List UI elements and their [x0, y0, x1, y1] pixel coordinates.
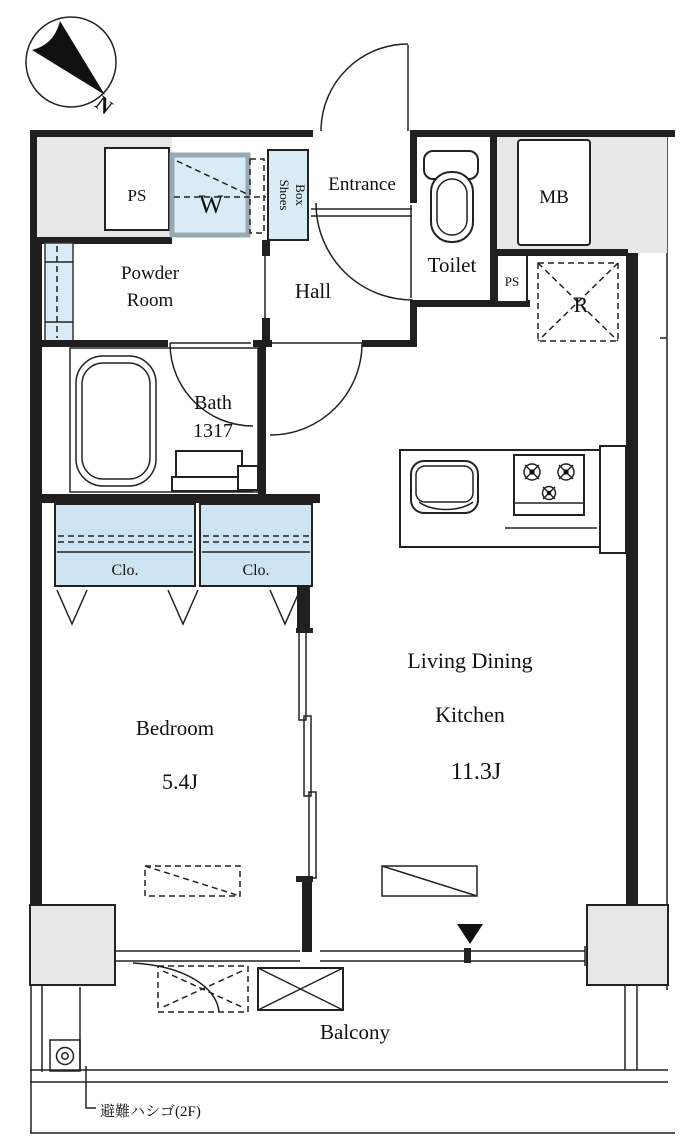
room-label-balcony: Balcony [320, 1020, 390, 1044]
ps-shaft-zone [37, 137, 172, 244]
column-left [30, 905, 115, 985]
sliding-door-partition [296, 585, 316, 952]
shoes-box-label-2: Box [293, 184, 308, 206]
room-label-ldk-1: Living Dining [407, 648, 533, 673]
room-label-powder-1: Powder [120, 263, 180, 284]
bedroom [136, 716, 240, 896]
entry-direction-marker-icon [457, 924, 483, 944]
room-label-washer: W [198, 190, 224, 219]
bathroom [37, 343, 320, 503]
meter-box-zone [497, 137, 667, 256]
closet-folding-doors [57, 590, 300, 624]
balcony-windows [115, 946, 585, 966]
room-label-entrance: Entrance [328, 174, 396, 195]
ldk-door-swing [270, 343, 362, 435]
compass-needle-icon [32, 21, 105, 95]
room-label-closet-left: Clo. [111, 562, 139, 579]
stove-icon [514, 455, 584, 515]
evacuation-note-leader [86, 1066, 96, 1108]
refrigerator-space [538, 263, 618, 341]
room-label-toilet: Toilet [427, 253, 477, 277]
room-label-closet-right: Clo. [242, 562, 270, 579]
shoes-box-label-1: Shoes [277, 179, 292, 211]
room-label-powder-2: Room [126, 290, 174, 311]
closets [55, 504, 312, 624]
room-label-bedroom-size: 5.4J [161, 769, 199, 794]
evacuation-hatch [133, 963, 248, 1012]
room-label-ldk-2: Kitchen [435, 702, 505, 727]
compass [26, 17, 117, 119]
living-dining-kitchen [382, 648, 533, 944]
room-label-bath: Bath [194, 392, 232, 414]
column-right [587, 905, 668, 985]
hall [262, 279, 417, 435]
room-label-ps-side: PS [504, 274, 520, 289]
room-label-ldk-size: 11.3J [450, 759, 502, 785]
balcony [30, 963, 675, 1133]
balcony-crossed-box [258, 968, 343, 1010]
vanity-icon [45, 243, 73, 341]
room-label-ps-top: PS [127, 186, 147, 205]
powder-room [37, 240, 270, 426]
room-label-bedroom: Bedroom [135, 716, 215, 740]
room-label-bath-size: 1317 [193, 420, 233, 442]
room-label-mb: MB [539, 187, 569, 208]
room-label-refrigerator: R [573, 292, 589, 317]
ps-side-box [497, 255, 527, 302]
kitchen-counter [400, 446, 626, 553]
bathtub-icon [76, 356, 156, 486]
north-label: N [90, 90, 118, 120]
shoes-box [268, 150, 308, 240]
room-label-hall: Hall [294, 279, 332, 303]
evacuation-ladder-icon [50, 1040, 80, 1071]
entrance-door-swing [321, 44, 408, 131]
evacuation-note-label: 避難ハシゴ(2F) [100, 1104, 201, 1120]
entrance [311, 44, 412, 216]
washing-machine-area [172, 155, 266, 235]
